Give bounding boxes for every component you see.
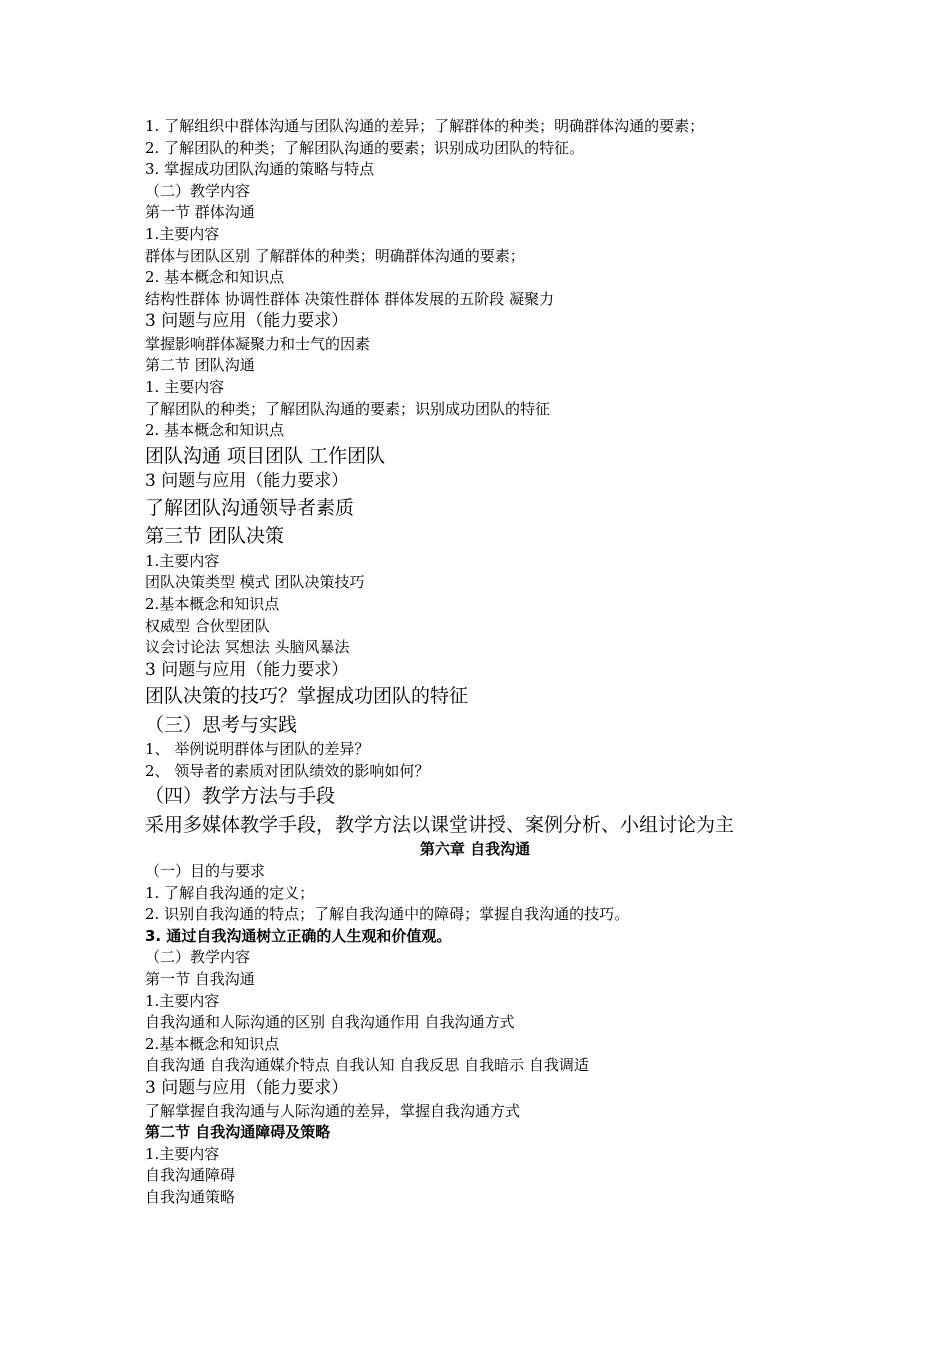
objective-3: 3. 通过自我沟通树立正确的人生观和价值观。 — [145, 926, 452, 945]
section-heading-teaching-content: （二）教学内容 — [145, 181, 251, 200]
subheading-concepts: 2.基本概念和知识点 — [145, 1034, 280, 1053]
subheading-application: 3 问题与应用（能力要求） — [145, 659, 349, 680]
body-text: 权威型 合伙型团队 — [145, 616, 270, 635]
objective-2: 2. 识别自我沟通的特点；了解自我沟通中的障碍；掌握自我沟通的技巧。 — [145, 905, 630, 924]
section-heading-practice: （三）思考与实践 — [145, 713, 298, 736]
body-text: 自我沟通 自我沟通媒介特点 自我认知 自我反思 自我暗示 自我调适 — [145, 1056, 589, 1075]
body-text: 掌握影响群体凝聚力和士气的因素 — [145, 334, 371, 353]
subheading-main-content: 1. 主要内容 — [145, 378, 225, 397]
body-text: 了解团队沟通领导者素质 — [145, 496, 355, 519]
body-text: 群体与团队区别 了解群体的种类；明确群体沟通的要素； — [145, 246, 525, 265]
body-text: 团队决策的技巧？掌握成功团队的特征 — [145, 685, 469, 708]
body-text: 团队沟通 项目团队 工作团队 — [145, 444, 386, 467]
body-text: 了解团队的种类；了解团队沟通的要素；识别成功团队的特征 — [145, 399, 551, 418]
body-text: 自我沟通策略 — [145, 1187, 236, 1206]
section-heading-teaching-content: （二）教学内容 — [145, 948, 251, 967]
section-heading-objectives: （一）目的与要求 — [145, 862, 266, 881]
lesson-heading: 第三节 团队决策 — [145, 525, 285, 548]
lesson-heading: 第一节 群体沟通 — [145, 203, 255, 222]
body-text: 结构性群体 协调性群体 决策性群体 群体发展的五阶段 凝聚力 — [145, 289, 555, 308]
subheading-application: 3 问题与应用（能力要求） — [145, 311, 349, 332]
body-text: 自我沟通障碍 — [145, 1166, 236, 1185]
body-text: 议会讨论法 冥想法 头脑风暴法 — [145, 638, 350, 657]
objective-1: 1. 了解组织中群体沟通与团队沟通的差异；了解群体的种类；明确群体沟通的要素； — [145, 117, 705, 135]
subheading-concepts: 2. 基本概念和知识点 — [145, 268, 285, 287]
question-item: 1、 举例说明群体与团队的差异？ — [145, 740, 370, 759]
subheading-application: 3 问题与应用（能力要求） — [145, 1078, 349, 1098]
body-text: 自我沟通和人际沟通的区别 自我沟通作用 自我沟通方式 — [145, 1013, 515, 1032]
subheading-concepts: 2. 基本概念和知识点 — [145, 421, 285, 440]
question-item: 2、 领导者的素质对团队绩效的影响如何？ — [145, 761, 430, 780]
subheading-main-content: 1.主要内容 — [145, 224, 220, 243]
subheading-concepts: 2.基本概念和知识点 — [145, 595, 280, 613]
section-heading-methods: （四）教学方法与手段 — [145, 785, 336, 808]
lesson-heading: 第二节 自我沟通障碍及策略 — [145, 1123, 331, 1142]
document-body — [145, 116, 825, 1208]
objective-2: 2. 了解团队的种类；了解团队沟通的要素；识别成功团队的特征。 — [145, 138, 585, 157]
chapter-title: 第六章 自我沟通 — [419, 840, 531, 859]
subheading-application: 3 问题与应用（能力要求） — [145, 471, 349, 492]
objective-1: 1. 了解自我沟通的定义； — [145, 883, 315, 902]
subheading-main-content: 1.主要内容 — [145, 991, 220, 1010]
lesson-heading: 第二节 团队沟通 — [145, 356, 255, 375]
subheading-main-content: 1.主要内容 — [145, 1144, 220, 1163]
subheading-main-content: 1.主要内容 — [145, 551, 220, 570]
lesson-heading: 第一节 自我沟通 — [145, 970, 255, 989]
body-text: 了解掌握自我沟通与人际沟通的差异，掌握自我沟通方式 — [145, 1101, 521, 1120]
body-text: 采用多媒体教学手段，教学方法以课堂讲授、案例分析、小组讨论为主 — [145, 813, 735, 836]
objective-3: 3. 掌握成功团队沟通的策略与特点 — [145, 160, 375, 179]
body-text: 团队决策类型 模式 团队决策技巧 — [145, 573, 365, 592]
